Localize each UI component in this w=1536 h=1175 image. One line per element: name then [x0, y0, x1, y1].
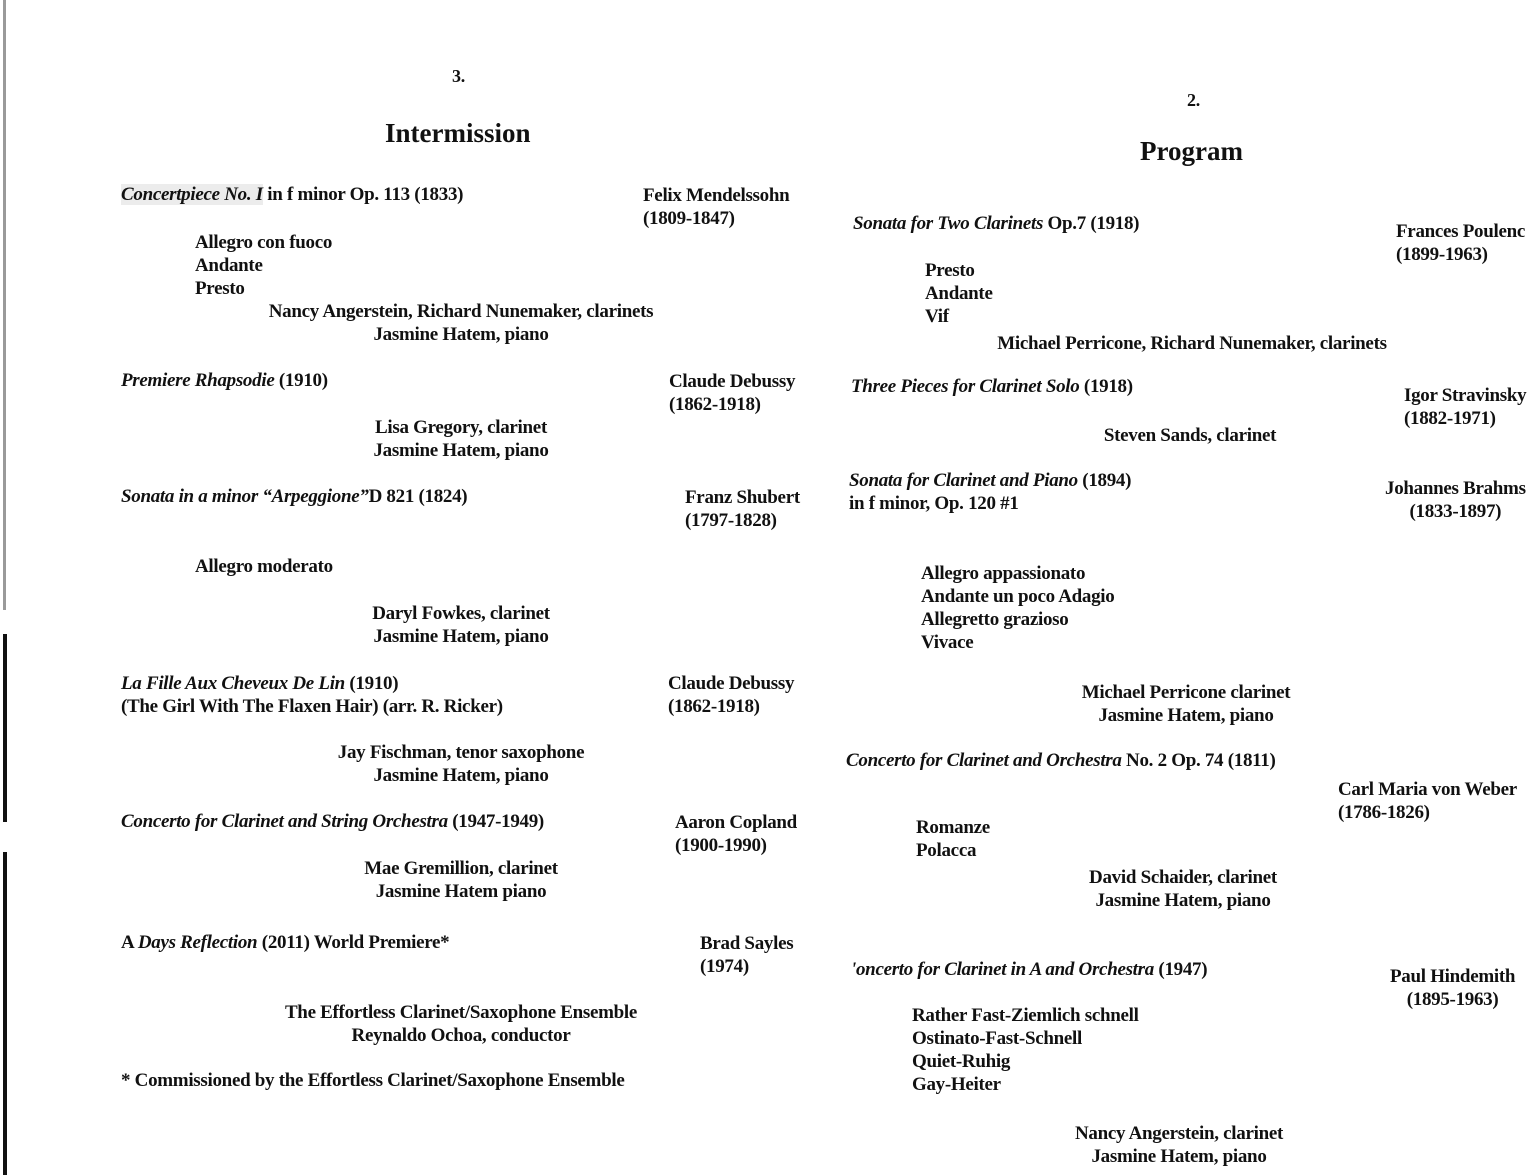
performers: [261, 857, 661, 903]
work-title: [846, 750, 1276, 772]
composer-name: Igor Stravinsky: [1404, 385, 1527, 406]
movements: [925, 259, 993, 328]
performer: Jasmine Hatem piano: [375, 881, 547, 902]
work-title-italic: Sonata for Clarinet and Piano: [849, 470, 1078, 491]
work-title-italic: Concerto for Clarinet and String Orchestra: [121, 811, 448, 832]
work-title-details: (1918): [1079, 376, 1133, 397]
composer-dates: (1786-1826): [1338, 802, 1430, 823]
composer-dates: (1797-1828): [685, 510, 777, 531]
composer-name: Frances Poulenc: [1396, 221, 1526, 242]
performers: [990, 332, 1394, 355]
performer: Lisa Gregory, clarinet: [375, 417, 547, 438]
work-title-italic: Three Pieces for Clarinet Solo: [851, 376, 1080, 397]
movements: [921, 562, 1115, 654]
performer: Jasmine Hatem, piano: [373, 626, 549, 647]
work-title-details: in f minor Op. 113 (1833): [262, 184, 464, 205]
performer: Nancy Angerstein, clarinet: [1074, 1123, 1284, 1144]
work-subtitle: (The Girl With The Flaxen Hair) (arr. R. Ricker): [121, 696, 503, 717]
composer-dates: (1900-1990): [675, 835, 767, 856]
work-title: [851, 959, 1207, 981]
performers: [241, 1001, 681, 1047]
performers: [261, 602, 661, 648]
movements: [195, 555, 333, 578]
composer-dates: (1895-1963): [1406, 989, 1499, 1010]
composer-name: Claude Debussy: [669, 371, 796, 392]
movement: Quiet-Ruhig: [912, 1051, 1011, 1072]
movement: Andante: [925, 283, 993, 304]
performer: Mae Gremillion, clarinet: [364, 858, 558, 879]
performers: [1040, 424, 1340, 447]
movement: Andante: [195, 255, 263, 276]
composer-name: Brad Sayles: [700, 933, 794, 954]
work-title-italic: Sonata in a minor “Arpeggione”: [121, 486, 369, 507]
composer: [1404, 384, 1526, 430]
movements: [912, 1004, 1139, 1096]
performer: Jasmine Hatem, piano: [1091, 1146, 1267, 1167]
composer-name: Claude Debussy: [668, 673, 795, 694]
performer: Jasmine Hatem, piano: [373, 765, 549, 786]
composer-name: Felix Mendelssohn: [643, 185, 790, 206]
composer-name: Aaron Copland: [675, 812, 797, 833]
work-title: [121, 811, 544, 833]
movement: Ostinato-Fast-Schnell: [912, 1028, 1082, 1049]
movement: Gay-Heiter: [912, 1074, 1001, 1095]
work-title-details: No. 2 Op. 74 (1811): [1121, 750, 1276, 771]
work-title: [849, 469, 1131, 515]
work-title-italic: Sonata for Two Clarinets: [853, 213, 1044, 234]
work-title: [121, 672, 503, 718]
footnote: * Commissioned by the Effortless Clarinet/Saxophone Ensemble: [121, 1070, 625, 1091]
movement: Romanze: [916, 817, 990, 838]
composer: [675, 811, 797, 857]
composer: [643, 184, 789, 230]
composer-dates: (1862-1918): [668, 696, 760, 717]
work-title-details: Op.7 (1918): [1043, 213, 1140, 234]
movements: [916, 816, 990, 862]
page-heading: Program: [1140, 136, 1243, 166]
composer: [668, 672, 794, 718]
binding-edge-shadow: [3, 0, 6, 610]
work-title-details: (2011) World Premiere*: [257, 932, 450, 953]
composer: [700, 932, 793, 978]
composer-dates: (1862-1918): [669, 394, 761, 415]
work-title-details: (1947-1949): [447, 811, 544, 832]
composer-name: Paul Hindemith: [1390, 966, 1516, 987]
work-title-italic: La Fille Aux Cheveux De Lin: [121, 673, 345, 694]
performers: [1033, 866, 1333, 912]
performer: Michael Perricone, Richard Nunemaker, clarinets: [997, 333, 1387, 354]
performer: Michael Perricone clarinet: [1081, 682, 1291, 703]
work-title: [853, 213, 1139, 235]
movement: Presto: [195, 278, 245, 299]
composer-dates: (1899-1963): [1396, 244, 1488, 265]
movement: Allegro appassionato: [921, 563, 1086, 584]
movement: Allegretto grazioso: [921, 609, 1069, 630]
composer-dates: (1833-1897): [1409, 501, 1502, 522]
work-title-italic: 'oncerto for Clarinet in A and Orchestra: [851, 959, 1154, 980]
work-title: [851, 376, 1133, 398]
performer: Reynaldo Ochoa, conductor: [351, 1025, 571, 1046]
composer: [685, 486, 800, 532]
binding-edge-mark: [3, 634, 7, 822]
work-title-italic: Days Reflection: [137, 932, 258, 953]
work-subtitle: in f minor, Op. 120 #1: [849, 493, 1019, 514]
performers: [261, 416, 661, 462]
movement: Vivace: [921, 632, 974, 653]
movements: [195, 231, 332, 300]
work-title-italic: Concerto for Clarinet and Orchestra: [846, 750, 1122, 771]
work-title: [121, 932, 449, 954]
performer: The Effortless Clarinet/Saxophone Ensemble: [284, 1002, 638, 1023]
movement: Polacca: [916, 840, 977, 861]
work-title: [121, 370, 328, 392]
composer: [1390, 965, 1515, 1011]
performer: David Schaider, clarinet: [1089, 867, 1277, 888]
movement: Presto: [925, 260, 975, 281]
composer-name: Carl Maria von Weber: [1338, 779, 1517, 800]
composer-name: Franz Shubert: [685, 487, 800, 508]
work-title-italic: Concertpiece No. I: [121, 184, 263, 205]
page-number: 2.: [1187, 90, 1200, 110]
movement: Rather Fast-Ziemlich schnell: [912, 1005, 1139, 1026]
composer: [1396, 220, 1525, 266]
movement: Allegro con fuoco: [195, 232, 333, 253]
composer-dates: (1882-1971): [1404, 408, 1496, 429]
performers: [261, 741, 661, 787]
work-title-details: (1910): [274, 370, 328, 391]
composer: [1385, 477, 1526, 523]
performers: [1036, 681, 1336, 727]
performer: Jasmine Hatem, piano: [373, 440, 549, 461]
performers: [261, 300, 661, 346]
performer: Jasmine Hatem, piano: [1095, 890, 1271, 911]
composer-dates: (1974): [700, 956, 749, 977]
work-title: [121, 184, 463, 206]
composer-dates: (1809-1847): [643, 208, 735, 229]
page-heading: Intermission: [385, 118, 531, 148]
work-title-details: (1894): [1077, 470, 1132, 491]
performers: [1029, 1122, 1329, 1168]
work-title: [121, 486, 467, 508]
performer: Daryl Fowkes, clarinet: [372, 603, 550, 624]
movement: Allegro moderato: [195, 556, 333, 577]
movement: Andante un poco Adagio: [921, 586, 1115, 607]
performer: Steven Sands, clarinet: [1103, 425, 1277, 446]
work-title-details: D 821 (1824): [368, 486, 468, 507]
work-title-prefix: A: [121, 932, 138, 953]
work-title-details: (1910): [344, 673, 399, 694]
composer-name: Johannes Brahms: [1385, 478, 1526, 499]
performer: Jasmine Hatem, piano: [373, 324, 549, 345]
performer: Jay Fischman, tenor saxophone: [337, 742, 585, 763]
movement: Vif: [925, 306, 949, 327]
work-title-italic: Premiere Rhapsodie: [121, 370, 275, 391]
composer: [669, 370, 795, 416]
binding-edge-mark: [3, 852, 7, 1175]
page-number: 3.: [452, 66, 465, 86]
composer: [1338, 778, 1517, 824]
work-title-details: (1947): [1153, 959, 1208, 980]
performer: Jasmine Hatem, piano: [1098, 705, 1274, 726]
performer: Nancy Angerstein, Richard Nunemaker, clarinets: [268, 301, 654, 322]
